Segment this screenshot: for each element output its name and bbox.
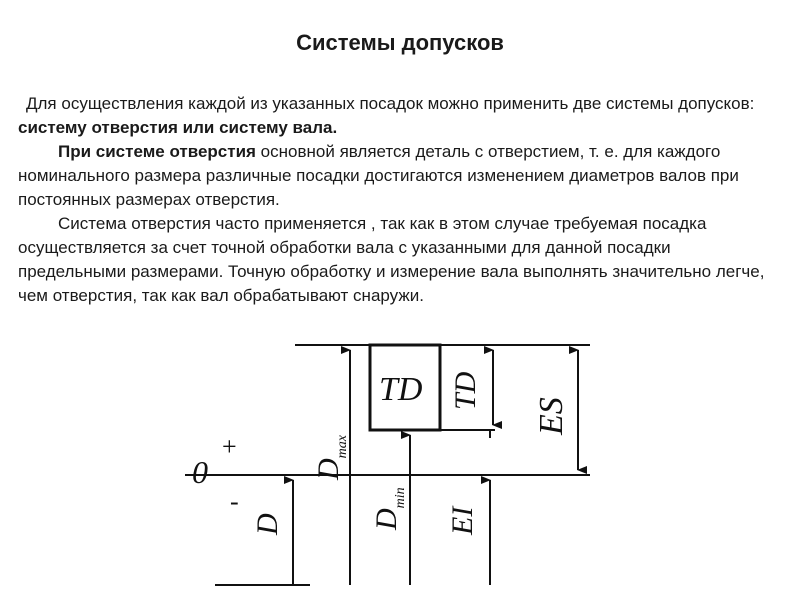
page-title: Системы допусков xyxy=(296,30,504,55)
td-box-label: TD xyxy=(379,371,423,408)
dmin-label: $D_{min}$ xyxy=(370,487,408,530)
paragraph-1-bold: систему отверстия или систему вала. xyxy=(18,118,338,137)
paragraph-1-lead: Для осуществления каждой из указанных посадок можно применить две системы допусков: xyxy=(26,94,755,113)
paragraph-1 xyxy=(18,92,778,140)
paragraph-2 xyxy=(18,140,778,212)
plus-label: + xyxy=(222,432,237,461)
ei-label: EI xyxy=(446,506,479,535)
paragraph-3-text: Система отверстия часто применяется , так как в этом случае требуемая посадка осуществляется за счет точной обработки вала с указанными для данной посадки предельными размерами. Точную обработку и измерение вала выполнять значительно легче, чем отверстия, так как вал обрабатывают снаружи. xyxy=(18,214,765,305)
dmax-label: $D_{max}$ xyxy=(312,435,350,480)
d-label: D xyxy=(251,513,284,535)
body-text xyxy=(18,92,778,308)
td-dimension-label: TD xyxy=(449,371,482,410)
zero-label: 0 xyxy=(192,454,208,490)
paragraph-3 xyxy=(18,212,778,308)
tolerance-diagram xyxy=(0,330,800,600)
es-label: ES xyxy=(533,397,570,435)
paragraph-2-bold: При системе отверстия xyxy=(58,142,256,161)
paragraph-2-rest: основной является деталь с отверстием, т. е. для каждого номинального размера различные посадки достигаются изменением диаметров валов при постоянных размерах отверстия. xyxy=(18,142,739,209)
minus-label: - xyxy=(230,487,239,516)
